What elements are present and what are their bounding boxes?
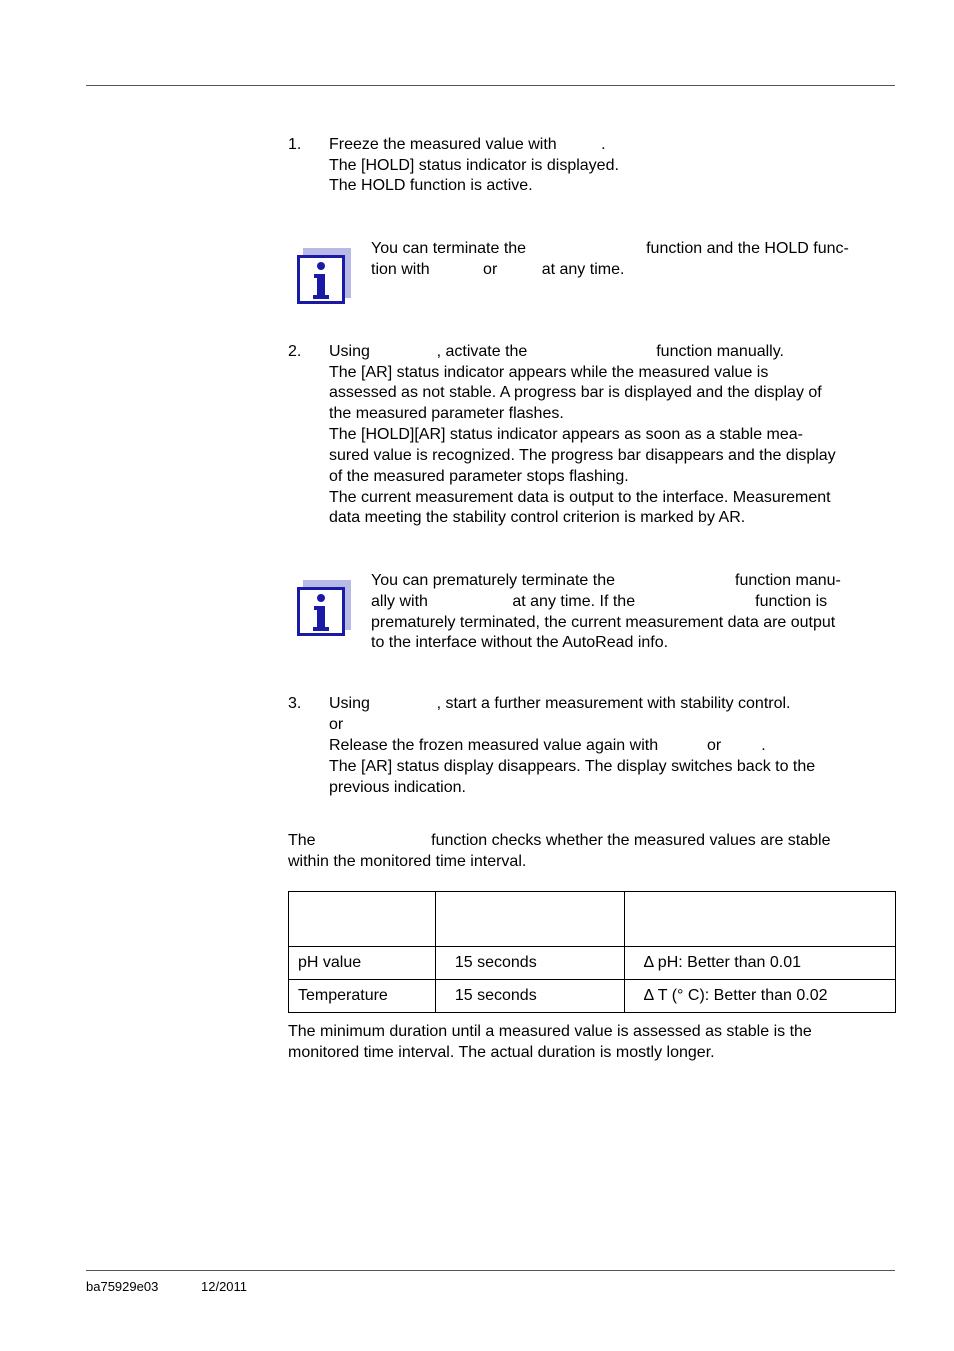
footer-date: 12/2011 [201, 1279, 248, 1294]
closing-line: monitored time interval. The actual duration is mostly longer. [288, 1044, 715, 1061]
note-2-line: ally with at any time. If the function is [371, 593, 828, 610]
step-2-line: sured value is recognized. The progress bar disappears and the display [329, 447, 836, 464]
note-2-line: You can prematurely terminate the function manu- [371, 572, 841, 589]
info-icon [297, 580, 351, 636]
step-number: 3. [288, 695, 302, 712]
table-header-cell [435, 892, 624, 947]
table-cell-stability: Δ pH: Better than 0.01 [624, 947, 895, 980]
paragraph-line: within the monitored time interval. [288, 853, 527, 870]
step-number: 2. [288, 343, 302, 360]
step-2-line: the measured parameter flashes. [329, 405, 564, 422]
step-2-line: The current measurement data is output to the interface. Measurement [329, 489, 831, 506]
stability-criteria-table [288, 891, 896, 1013]
step-3-line: Release the frozen measured value again with or . [329, 737, 766, 754]
info-icon [297, 248, 351, 304]
closing-line: The minimum duration until a measured value is assessed as stable is the [288, 1023, 812, 1040]
step-1-line: The HOLD function is active. [329, 177, 533, 194]
step-2-line: The [HOLD][AR] status indicator appears as soon as a stable mea- [329, 426, 804, 443]
step-3-line: previous indication. [329, 779, 466, 796]
note-1-line: You can terminate the function and the HOLD func- [371, 240, 849, 257]
footer-doc-id: ba75929e03 [86, 1279, 159, 1294]
header-rule [86, 85, 895, 86]
table-header-cell [289, 892, 436, 947]
step-1-line: The [HOLD] status indicator is displayed. [329, 157, 619, 174]
step-2-line: The [AR] status indicator appears while the measured value is [329, 364, 769, 381]
table-cell-interval: 15 seconds [435, 947, 624, 980]
step-2-line: of the measured parameter stops flashing. [329, 468, 629, 485]
note-2-line: to the interface without the AutoRead info. [371, 634, 669, 651]
note-1-line: tion with or at any time. [371, 261, 625, 278]
step-3-line: The [AR] status display disappears. The display switches back to the [329, 758, 816, 775]
step-3-line: Using , start a further measurement with stability control. [329, 695, 791, 712]
table-cell-parameter: Temperature [289, 980, 436, 1013]
step-2-line: Using , activate the function manually. [329, 343, 784, 360]
step-3-line: or [329, 716, 344, 733]
step-2-line: assessed as not stable. A progress bar is displayed and the display of [329, 384, 822, 401]
table-header-row [289, 892, 896, 947]
footer-rule [86, 1270, 895, 1271]
step-number: 1. [288, 136, 302, 153]
table-cell-stability: Δ T (° C): Better than 0.02 [624, 980, 895, 1013]
table-cell-interval: 15 seconds [435, 980, 624, 1013]
table-row [289, 980, 896, 1013]
table-header-cell [624, 892, 895, 947]
table-cell-parameter: pH value [289, 947, 436, 980]
step-1-line: Freeze the measured value with . [329, 136, 606, 153]
note-2-line: prematurely terminated, the current measurement data are output [371, 614, 836, 631]
paragraph-line: The function checks whether the measured values are stable [288, 832, 831, 849]
step-2-line: data meeting the stability control criterion is marked by AR. [329, 509, 746, 526]
table-row [289, 947, 896, 980]
